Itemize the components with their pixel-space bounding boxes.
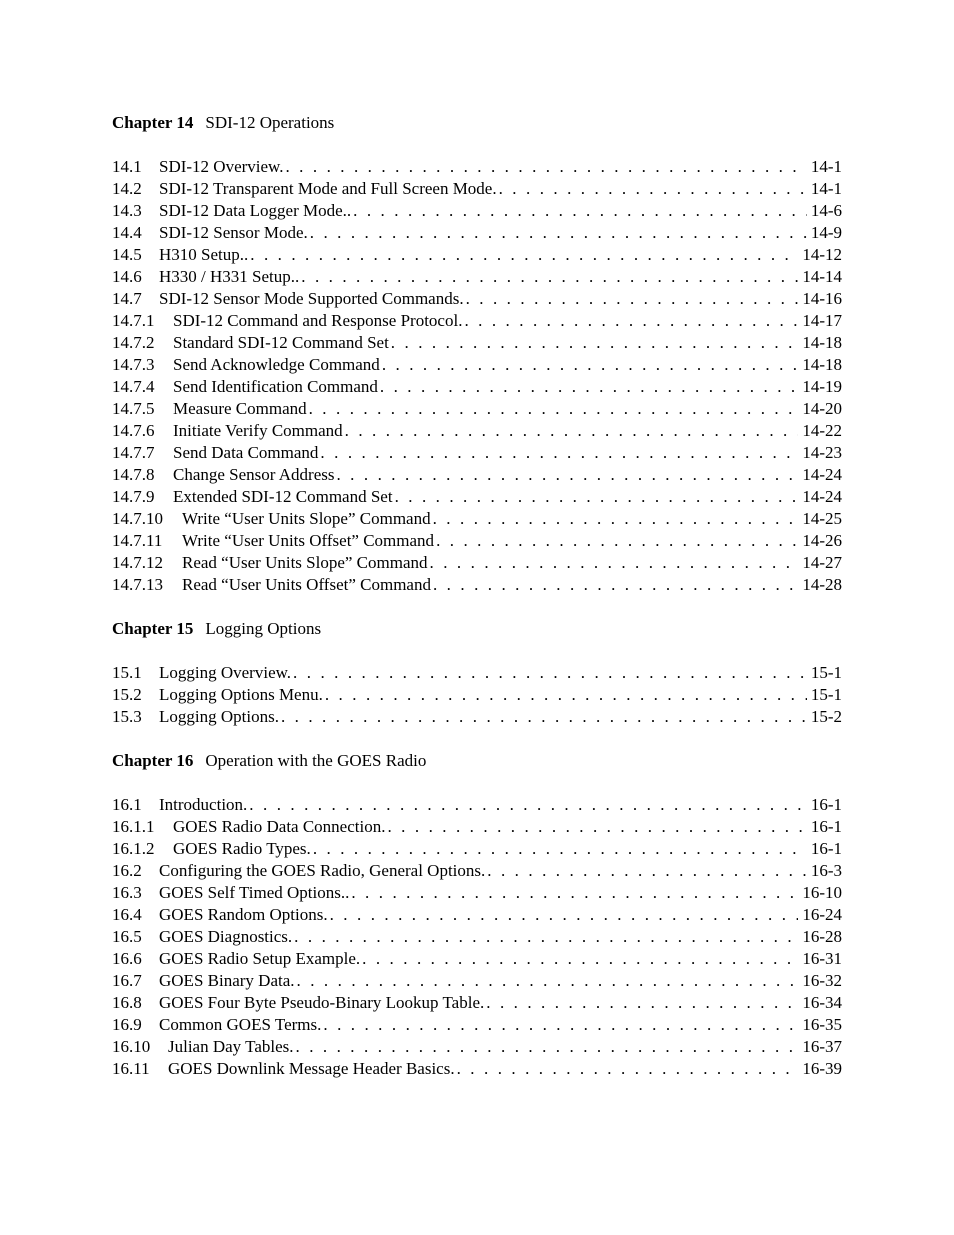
toc-entry-page: 14-19 [802, 377, 842, 396]
toc-entry[interactable] [112, 794, 842, 816]
toc-entry-page: 15-2 [810, 707, 842, 726]
toc-entry-title: GOES Random Options. [159, 905, 328, 924]
toc-entry-page: 14-26 [802, 531, 842, 550]
toc-entry-page: 16-1 [810, 839, 842, 858]
toc-entry-page: 14-9 [810, 223, 842, 242]
toc-entry[interactable] [112, 354, 842, 376]
dot-leader [387, 816, 806, 838]
dot-leader [382, 354, 799, 376]
toc-entry-title: GOES Radio Types. [173, 839, 311, 858]
toc-entry-page: 14-16 [802, 289, 842, 308]
toc-entry[interactable] [112, 838, 842, 860]
dot-leader [499, 178, 807, 200]
toc-entry[interactable] [112, 376, 842, 398]
toc-entry-page: 16-24 [802, 905, 842, 924]
toc-entry-title: Logging Overview. [159, 663, 292, 682]
toc-entry-page: 16-1 [810, 817, 842, 836]
toc-entry-number: 14.2 [112, 179, 142, 198]
toc-entry-number: 16.1 [112, 795, 142, 814]
toc-entry-title: Send Acknowledge Command [173, 355, 380, 374]
toc-entry-number: 14.7.7 [112, 443, 155, 462]
toc-entry-title: Configuring the GOES Radio, General Options. [159, 861, 486, 880]
toc-entry[interactable] [112, 706, 842, 728]
toc-entry-number: 14.7.6 [112, 421, 155, 440]
toc-entry[interactable] [112, 1036, 842, 1058]
toc-list [112, 662, 842, 728]
dot-leader [330, 904, 799, 926]
toc-entry-number: 16.10 [112, 1037, 151, 1056]
dot-leader [433, 508, 799, 530]
dot-leader [313, 838, 807, 860]
dot-leader [487, 860, 807, 882]
toc-entry-page: 14-22 [802, 421, 842, 440]
toc-entry[interactable] [112, 530, 842, 552]
toc-entry-number: 16.4 [112, 905, 142, 924]
toc-entry-page: 16-35 [802, 1015, 842, 1034]
toc-entry[interactable] [112, 662, 842, 684]
toc-entry[interactable] [112, 1058, 842, 1080]
toc-entry-title: H310 Setup.. [159, 245, 249, 264]
toc-entry-number: 14.7.11 [112, 531, 163, 550]
toc-entry-title: Logging Options. [159, 707, 279, 726]
toc-entry[interactable] [112, 332, 842, 354]
toc-entry-title: SDI-12 Sensor Mode. [159, 223, 308, 242]
dot-leader [285, 156, 806, 178]
toc-entry[interactable] [112, 882, 842, 904]
toc-entry[interactable] [112, 1014, 842, 1036]
toc-entry-number: 16.8 [112, 993, 142, 1012]
toc-entry-page: 14-24 [802, 465, 842, 484]
toc-entry[interactable] [112, 816, 842, 838]
dot-leader [486, 992, 798, 1014]
toc-entry-title: SDI-12 Sensor Mode Supported Commands. [159, 289, 464, 308]
toc-entry-title: GOES Binary Data. [159, 971, 295, 990]
toc-entry-page: 14-28 [802, 575, 842, 594]
toc-entry[interactable] [112, 310, 842, 332]
toc-entry-number: 14.7.1 [112, 311, 155, 330]
chapter-label: Chapter 16 [112, 751, 194, 770]
toc-entry-title: Send Identification Command [173, 377, 378, 396]
toc-entry-title: Common GOES Terms. [159, 1015, 322, 1034]
toc-entry-page: 16-1 [810, 795, 842, 814]
toc-entry[interactable] [112, 266, 842, 288]
chapter-heading [112, 618, 842, 640]
chapter-14-section [112, 112, 842, 596]
toc-entry-number: 15.2 [112, 685, 142, 704]
dot-leader [336, 464, 798, 486]
toc-entry[interactable] [112, 574, 842, 596]
toc-entry-title: SDI-12 Command and Response Protocol. [173, 311, 463, 330]
dot-leader [433, 574, 798, 596]
toc-entry-number: 14.7.4 [112, 377, 155, 396]
toc-entry-title: Initiate Verify Command [173, 421, 343, 440]
dot-leader [436, 530, 798, 552]
toc-entry-page: 15-1 [810, 663, 842, 682]
toc-entry[interactable] [112, 222, 842, 244]
toc-entry-page: 14-25 [802, 509, 842, 528]
dot-leader [294, 926, 798, 948]
toc-entry[interactable] [112, 178, 842, 200]
dot-leader [430, 552, 799, 574]
toc-entry-title: Read “User Units Offset” Command [182, 575, 431, 594]
toc-entry-page: 16-37 [802, 1037, 842, 1056]
toc-entry-number: 14.7 [112, 289, 142, 308]
toc-entry-title: GOES Downlink Message Header Basics. [168, 1059, 455, 1078]
dot-leader [310, 222, 807, 244]
dot-leader [353, 200, 807, 222]
dot-leader [323, 1014, 798, 1036]
toc-entry-title: GOES Self Timed Options.. [159, 883, 350, 902]
toc-entry-title: Introduction. [159, 795, 248, 814]
toc-entry-page: 16-28 [802, 927, 842, 946]
toc-entry-page: 16-10 [802, 883, 842, 902]
toc-entry-number: 14.4 [112, 223, 142, 242]
toc-entry-number: 16.7 [112, 971, 142, 990]
dot-leader [293, 662, 807, 684]
dot-leader [391, 332, 799, 354]
dot-leader [466, 288, 799, 310]
toc-entry-page: 14-18 [802, 333, 842, 352]
dot-leader [301, 266, 798, 288]
dot-leader [362, 948, 798, 970]
chapter-16-section [112, 750, 842, 1080]
toc-entry-page: 14-17 [802, 311, 842, 330]
toc-entry-page: 14-24 [802, 487, 842, 506]
table-of-contents [112, 112, 842, 1080]
dot-leader [309, 398, 799, 420]
toc-list [112, 156, 842, 596]
toc-entry-title: Write “User Units Slope” Command [182, 509, 431, 528]
toc-entry[interactable] [112, 552, 842, 574]
dot-leader [464, 310, 798, 332]
toc-entry-number: 15.3 [112, 707, 142, 726]
toc-entry-page: 16-34 [802, 993, 842, 1012]
toc-entry[interactable] [112, 948, 842, 970]
toc-entry[interactable] [112, 486, 842, 508]
toc-entry[interactable] [112, 904, 842, 926]
toc-entry-number: 14.7.3 [112, 355, 155, 374]
toc-entry-page: 14-12 [802, 245, 842, 264]
toc-entry-page: 14-23 [802, 443, 842, 462]
chapter-heading [112, 112, 842, 134]
toc-entry-title: Extended SDI-12 Command Set [173, 487, 393, 506]
toc-entry-number: 16.6 [112, 949, 142, 968]
toc-entry-title: SDI-12 Overview. [159, 157, 284, 176]
chapter-title: SDI-12 Operations [205, 113, 335, 132]
dot-leader [296, 1036, 799, 1058]
toc-entry[interactable] [112, 156, 842, 178]
toc-entry-number: 16.5 [112, 927, 142, 946]
toc-entry-title: Julian Day Tables. [168, 1037, 294, 1056]
toc-entry-title: Send Data Command [173, 443, 319, 462]
toc-entry[interactable] [112, 508, 842, 530]
toc-entry-number: 16.11 [112, 1059, 150, 1078]
toc-entry[interactable] [112, 420, 842, 442]
toc-entry-title: GOES Radio Setup Example. [159, 949, 361, 968]
chapter-label: Chapter 15 [112, 619, 194, 638]
toc-entry-number: 14.5 [112, 245, 142, 264]
dot-leader [351, 882, 798, 904]
toc-entry-page: 16-39 [802, 1059, 842, 1078]
toc-entry-title: Change Sensor Address [173, 465, 335, 484]
toc-entry-title: Read “User Units Slope” Command [182, 553, 428, 572]
toc-entry-title: GOES Diagnostics. [159, 927, 293, 946]
toc-entry[interactable] [112, 970, 842, 992]
chapter-label: Chapter 14 [112, 113, 194, 132]
toc-entry-number: 14.6 [112, 267, 142, 286]
toc-entry[interactable] [112, 684, 842, 706]
toc-entry-number: 16.2 [112, 861, 142, 880]
toc-entry-page: 14-6 [810, 201, 842, 220]
toc-entry-title: Measure Command [173, 399, 307, 418]
toc-entry-page: 16-31 [802, 949, 842, 968]
toc-entry[interactable] [112, 992, 842, 1014]
chapter-15-section [112, 618, 842, 728]
toc-entry-title: GOES Radio Data Connection. [173, 817, 386, 836]
toc-entry-number: 14.7.8 [112, 465, 155, 484]
toc-entry-page: 14-27 [802, 553, 842, 572]
toc-entry-page: 14-18 [802, 355, 842, 374]
toc-entry-number: 14.7.2 [112, 333, 155, 352]
toc-entry-number: 14.7.5 [112, 399, 155, 418]
toc-entry[interactable] [112, 288, 842, 310]
toc-entry-number: 16.9 [112, 1015, 142, 1034]
toc-entry[interactable] [112, 926, 842, 948]
chapter-title: Operation with the GOES Radio [205, 751, 427, 770]
dot-leader [249, 794, 807, 816]
toc-entry-page: 15-1 [810, 685, 842, 704]
chapter-heading [112, 750, 842, 772]
toc-entry[interactable] [112, 464, 842, 486]
toc-entry[interactable] [112, 200, 842, 222]
toc-entry-number: 16.1.2 [112, 839, 155, 858]
dot-leader [395, 486, 799, 508]
toc-entry-title: SDI-12 Transparent Mode and Full Screen Mode. [159, 179, 497, 198]
toc-entry-page: 14-20 [802, 399, 842, 418]
dot-leader [250, 244, 798, 266]
chapter-title: Logging Options [205, 619, 322, 638]
toc-entry-title: SDI-12 Data Logger Mode.. [159, 201, 352, 220]
toc-entry-page: 16-32 [802, 971, 842, 990]
toc-entry[interactable] [112, 398, 842, 420]
toc-entry-page: 14-1 [810, 157, 842, 176]
dot-leader [457, 1058, 799, 1080]
toc-entry-title: H330 / H331 Setup.. [159, 267, 300, 286]
dot-leader [281, 706, 807, 728]
dot-leader [345, 420, 799, 442]
toc-entry-title: Write “User Units Offset” Command [182, 531, 435, 550]
dot-leader [380, 376, 798, 398]
toc-entry-number: 14.7.9 [112, 487, 155, 506]
toc-entry[interactable] [112, 244, 842, 266]
toc-entry-title: Logging Options Menu. [159, 685, 323, 704]
toc-entry-number: 14.1 [112, 157, 142, 176]
toc-entry-number: 14.7.10 [112, 509, 163, 528]
toc-entry[interactable] [112, 860, 842, 882]
dot-leader [325, 684, 807, 706]
toc-entry-number: 14.7.13 [112, 575, 163, 594]
toc-entry-title: GOES Four Byte Pseudo-Binary Lookup Table. [159, 993, 485, 1012]
toc-entry-number: 15.1 [112, 663, 142, 682]
toc-entry[interactable] [112, 442, 842, 464]
toc-entry-number: 16.1.1 [112, 817, 155, 836]
toc-entry-page: 14-14 [802, 267, 842, 286]
dot-leader [320, 442, 798, 464]
toc-list [112, 794, 842, 1080]
toc-entry-number: 14.7.12 [112, 553, 163, 572]
toc-entry-page: 16-3 [810, 861, 842, 880]
toc-entry-page: 14-1 [810, 179, 842, 198]
toc-entry-number: 14.3 [112, 201, 142, 220]
dot-leader [297, 970, 799, 992]
toc-entry-number: 16.3 [112, 883, 142, 902]
toc-entry-title: Standard SDI-12 Command Set [173, 333, 389, 352]
